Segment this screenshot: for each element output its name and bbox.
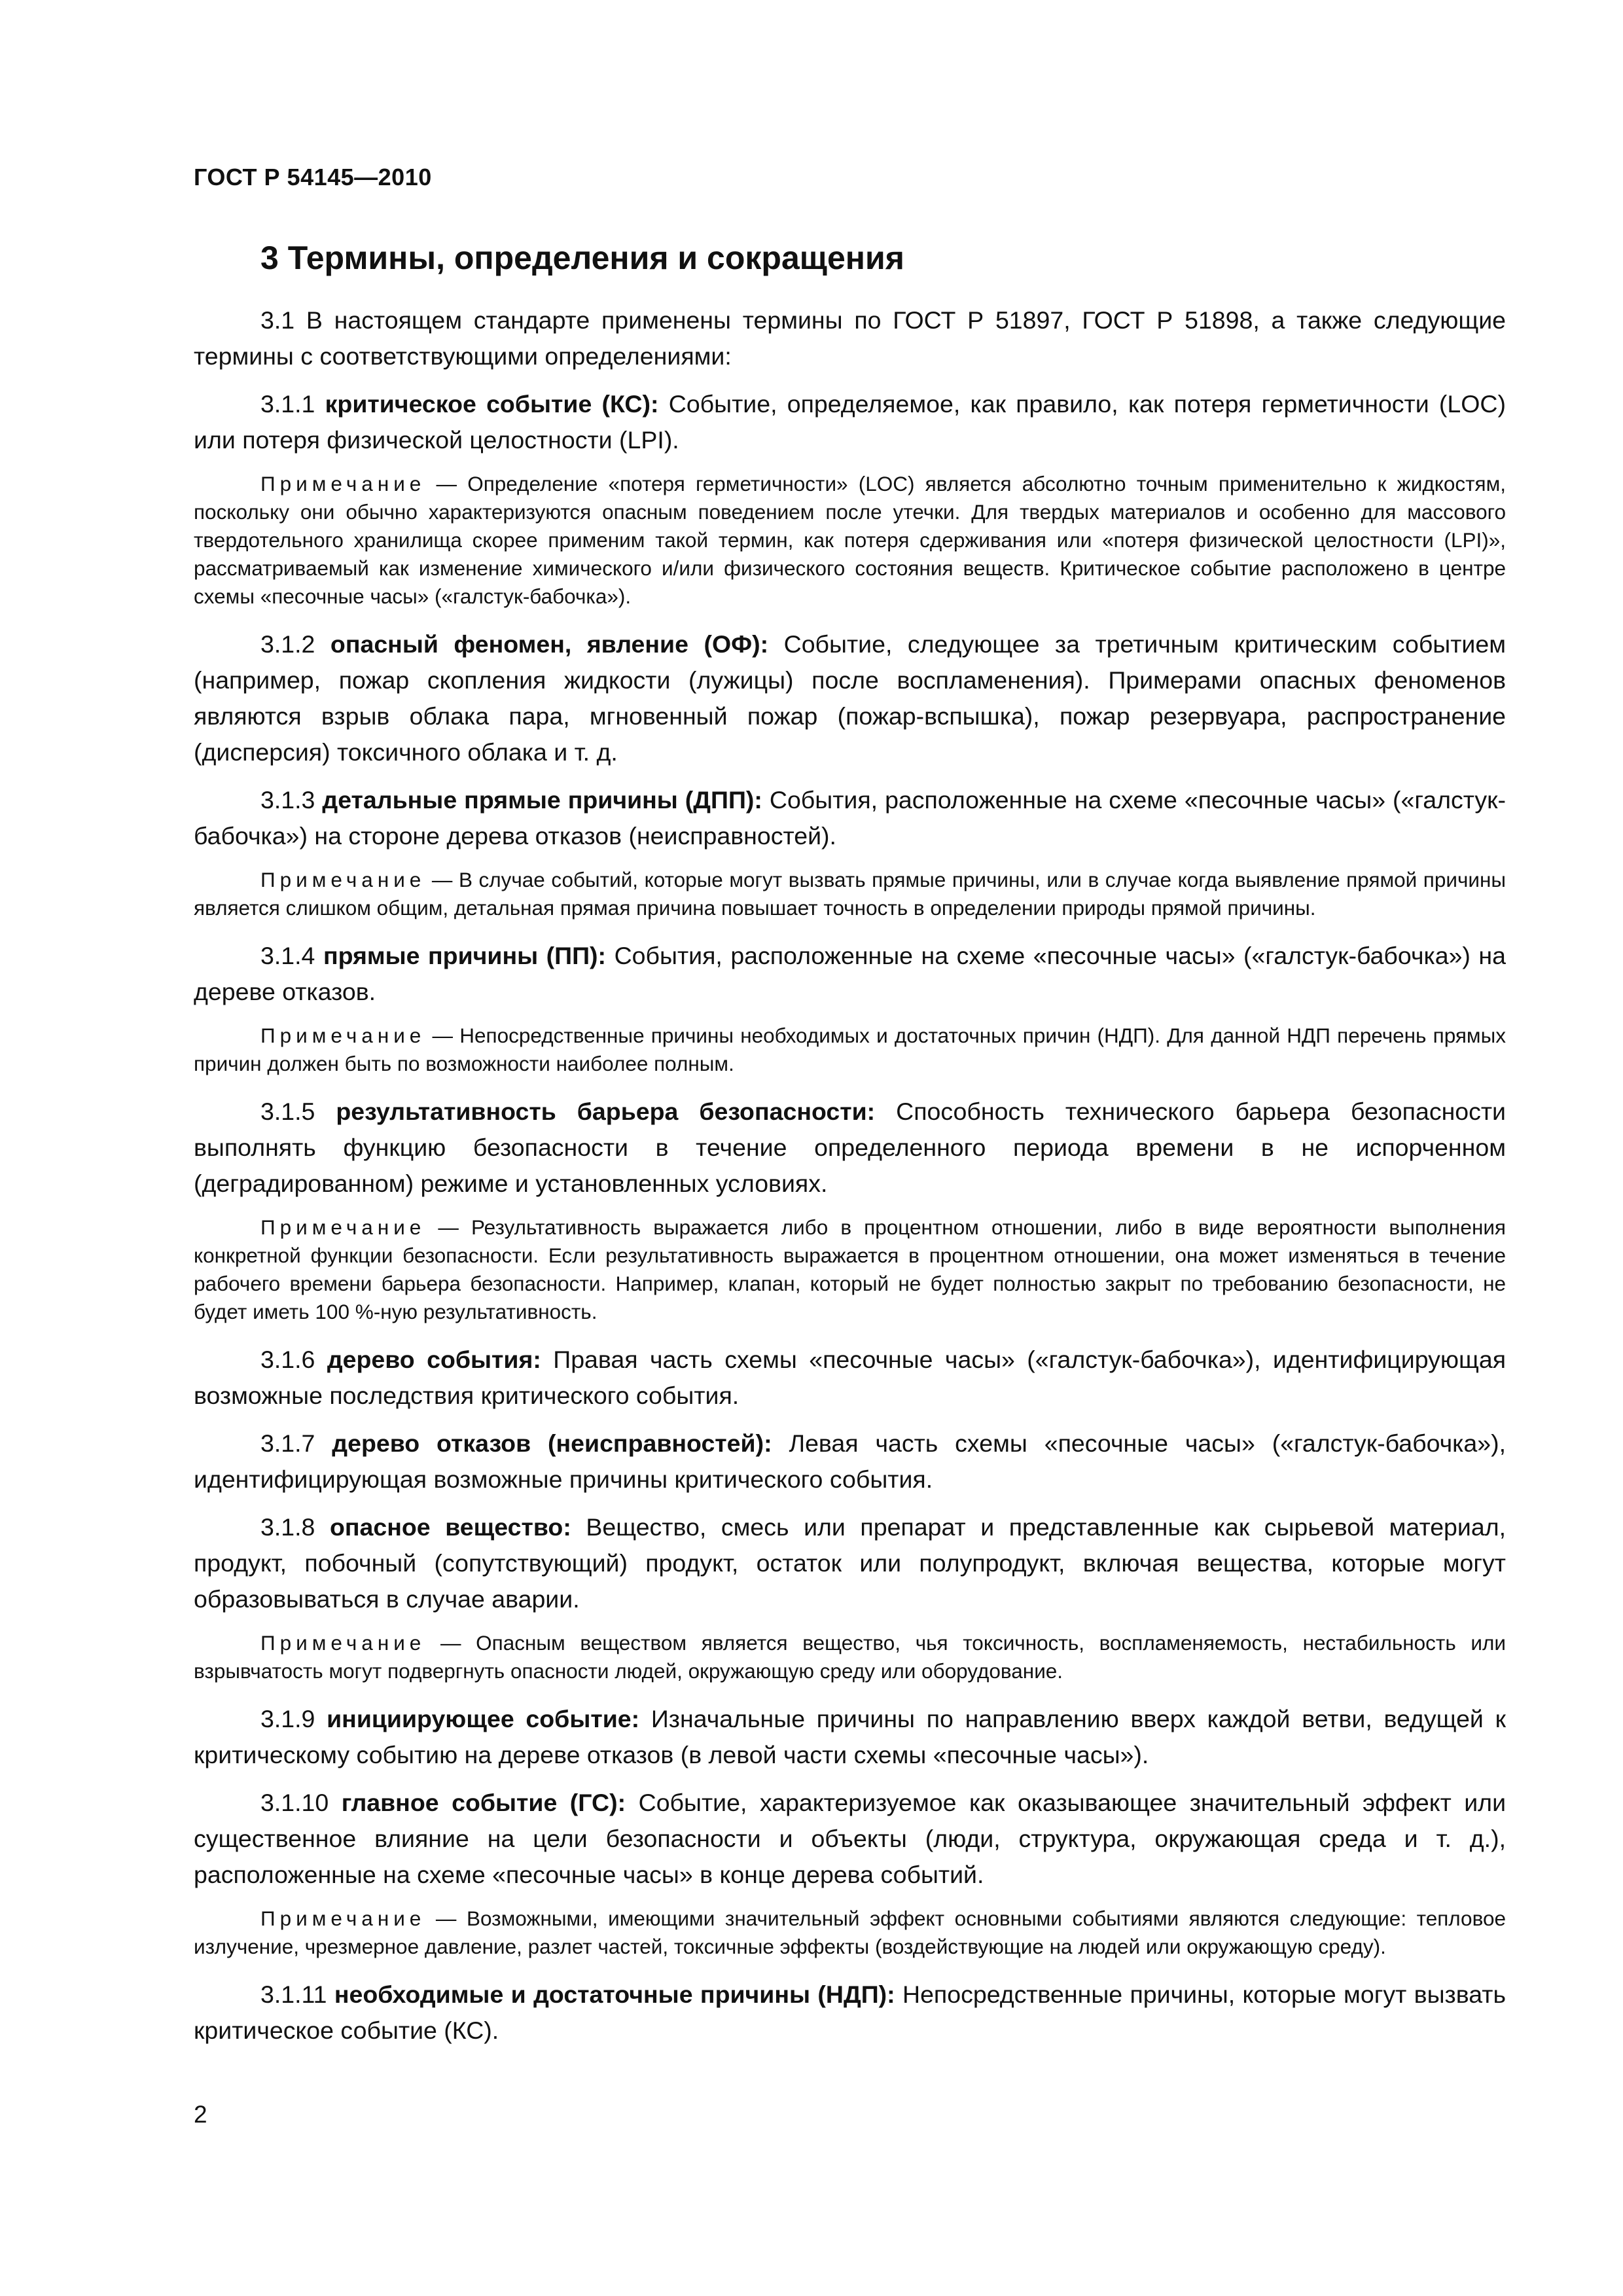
term-name: прямые причины (ПП):	[323, 942, 607, 969]
term-number: 3.1.5	[260, 1098, 315, 1125]
term-name: детальные прямые причины (ДПП):	[322, 786, 762, 814]
term-name: результативность барьера безопасности:	[336, 1098, 876, 1125]
term-entry-3-1-2	[194, 626, 1506, 770]
term-entry-3-1-1	[194, 386, 1506, 458]
term-entry-3-1-5	[194, 1094, 1506, 1202]
term-entry-3-1-7	[194, 1426, 1506, 1498]
term-number: 3.1.2	[260, 630, 315, 658]
term-number: 3.1.1	[260, 390, 315, 418]
note-text: В случае событий, которые могут вызвать прямые причины, или в случае когда выявление прямой причины является слишком общим, детальная прямая причина повышает точность в определении природы прямой причины.	[194, 868, 1506, 920]
terms-section	[194, 302, 1506, 2060]
term-definition: События, расположенные на схеме «песочные часы» («галстук-бабочка») на стороне дерева отказов (неисправностей).	[194, 786, 1506, 850]
term-name: главное событие (ГС):	[341, 1789, 626, 1816]
page-number: 2	[194, 2101, 207, 2128]
note-label: Примечание	[260, 472, 426, 495]
term-definition: Событие, следующее за третичным критическим событием (например, пожар скопления жидкости (лужицы) после воспламенения). Примерами опасных феноменов являются взрыв облака пара, мгновенный пожар (пожар-вспышка), пожар резервуара, распространение (дисперсия) токсичного облака и т. д.	[194, 630, 1507, 766]
note-label: Примечание	[260, 1631, 426, 1655]
term-definition: Событие, характеризуемое как оказывающее значительный эффект или существенное влияние на цели безопасности и объекты (люди, структура, окружающая среда и т. д.), расположенные на схеме «песочные часы» в конце дерева событий.	[194, 1789, 1507, 1888]
note-text: Определение «потеря герметичности» (LOC) является абсолютно точным применительно к жидкостям, поскольку они обычно характеризуются опасным поведением после утечки. Для твердых материалов и особенно для массового твердотельного хранилища скорее применим такой термин, как потеря сдерживания или «потеря физической целостности (LPI)», рассматриваемый как изменение химического и/или физического состояния веществ. Критическое событие расположено в центре схемы «песочные часы» («галстук-бабочка»).	[194, 472, 1506, 608]
term-number: 3.1.8	[260, 1513, 315, 1541]
note-label: Примечание	[260, 1215, 426, 1239]
term-entry-3-1-3	[194, 782, 1506, 854]
term-definition: Левая часть схемы «песочные часы» («галстук-бабочка»), идентифицирующая возможные причины критического события.	[194, 1429, 1507, 1493]
term-number: 3.1.6	[260, 1346, 315, 1373]
term-entry-3-1-4	[194, 938, 1506, 1010]
term-definition: Правая часть схемы «песочные часы» («галстук-бабочка»), идентифицирующая возможные последствия критического события.	[194, 1346, 1507, 1409]
term-name: критическое событие (КС):	[325, 390, 659, 418]
note-text: Непосредственные причины необходимых и достаточных причин (НДП). Для данной НДП перечень прямых причин должен быть по возможности наиболее полным.	[194, 1024, 1506, 1075]
term-definition: События, расположенные на схеме «песочные часы» («галстук-бабочка») на дереве отказов.	[194, 942, 1506, 1005]
term-entry-3-1-9	[194, 1701, 1506, 1773]
note-text: Опасным веществом является вещество, чья токсичность, воспламеняемость, нестабильность или взрывчатость могут подвергнуть опасности людей, окружающую среду или оборудование.	[194, 1631, 1506, 1683]
note-label: Примечание	[260, 1024, 426, 1047]
term-definition: Событие, определяемое, как правило, как потеря герметичности (LOC) или потеря физической целостности (LPI).	[194, 390, 1506, 454]
term-number: 3.1.4	[260, 942, 315, 969]
term-name: опасное вещество:	[329, 1513, 571, 1541]
term-definition: Непосредственные причины, которые могут вызвать критическое событие (КС).	[194, 1981, 1506, 2044]
term-number: 3.1.9	[260, 1705, 315, 1732]
term-entry-3-1-11	[194, 1977, 1506, 2049]
term-name: дерево события:	[327, 1346, 541, 1373]
document-header: ГОСТ Р 54145—2010	[194, 164, 432, 190]
note-text: Результативность выражается либо в процентном отношении, либо в виде вероятности выполнения конкретной функции безопасности. Если результативность выражается в процентном отношении, она может изменяться в течение рабочего времени барьера безопасности. Например, клапан, который не будет полностью закрыт по требованию безопасности, не будет иметь 100 %-ную результативность.	[194, 1215, 1506, 1323]
note-3-1-3: Примечание — В случае событий, которые могут вызвать прямые причины, или в случае когда выявление прямой причины является слишком общим, детальная прямая причина повышает точность в определении природы прямой причины.	[194, 868, 1506, 920]
note-label: Примечание	[260, 868, 426, 891]
term-definition: Вещество, смесь или препарат и представленные как сырьевой материал, продукт, побочный (сопутствующий) продукт, остаток или полупродукт, включая вещества, которые могут образовываться в случае аварии.	[194, 1513, 1507, 1613]
term-name: опасный феномен, явление (ОФ):	[330, 630, 769, 658]
term-name: инициирующее событие:	[327, 1705, 640, 1732]
term-definition: Изначальные причины по направлению вверх каждой ветви, ведущей к критическому событию на дереве отказов (в левой части схемы «песочные часы»).	[194, 1705, 1506, 1768]
note-3-1-1: Примечание — Определение «потеря герметичности» (LOC) является абсолютно точным применительно к жидкостям, поскольку они обычно характеризуются опасным поведением после утечки. Для твердых материалов и особенно для массового твердотельного хранилища скорее применим такой термин, как потеря сдерживания или «потеря физической целостности (LPI)», рассматриваемый как изменение химического и/или физического состояния веществ. Критическое событие расположено в центре схемы «песочные часы» («галстук-бабочка»).	[194, 472, 1506, 608]
note-label: Примечание	[260, 1907, 426, 1930]
note-text: Возможными, имеющими значительный эффект основными событиями являются следующие: тепловое излучение, чрезмерное давление, разлет частей, токсичные эффекты (воздействующие на людей или окружающую среду).	[194, 1907, 1506, 1958]
term-name: дерево отказов (неисправностей):	[332, 1429, 772, 1457]
term-number: 3.1.3	[260, 786, 315, 814]
term-number: 3.1.10	[260, 1789, 329, 1816]
term-name: необходимые и достаточные причины (НДП):	[334, 1981, 895, 2008]
term-entry-3-1-6	[194, 1342, 1506, 1414]
term-number: 3.1.7	[260, 1429, 315, 1457]
note-3-1-5: Примечание — Результативность выражается либо в процентном отношении, либо в виде вероятности выполнения конкретной функции безопасности. Если результативность выражается в процентном отношении, она может изменяться в течение рабочего времени барьера безопасности. Например, клапан, который не будет полностью закрыт по требованию безопасности, не будет иметь 100 %-ную результативность.	[194, 1215, 1506, 1323]
intro-paragraph: 3.1 В настоящем стандарте применены термины по ГОСТ Р 51897, ГОСТ Р 51898, а также следующие термины с соответствующими определениями:	[194, 306, 1506, 370]
section-title: 3 Термины, определения и сокращения	[260, 240, 904, 276]
note-3-1-10: Примечание — Возможными, имеющими значительный эффект основными событиями являются следующие: тепловое излучение, чрезмерное давление, разлет частей, токсичные эффекты (воздействующие на людей или окружающую среду).	[194, 1907, 1506, 1958]
note-3-1-8: Примечание — Опасным веществом является вещество, чья токсичность, воспламеняемость, нестабильность или взрывчатость могут подвергнуть опасности людей, окружающую среду или оборудование.	[194, 1631, 1506, 1683]
term-entry-3-1-10	[194, 1785, 1506, 1893]
term-entry-3-1-8	[194, 1509, 1506, 1617]
note-3-1-4: Примечание — Непосредственные причины необходимых и достаточных причин (НДП). Для данной НДП перечень прямых причин должен быть по возможности наиболее полным.	[194, 1024, 1506, 1075]
term-number: 3.1.11	[260, 1981, 327, 2008]
term-definition: Способность технического барьера безопасности выполнять функцию безопасности в течение определенного периода времени в не испорченном (деградированном) режиме и установленных условиях.	[194, 1098, 1507, 1197]
